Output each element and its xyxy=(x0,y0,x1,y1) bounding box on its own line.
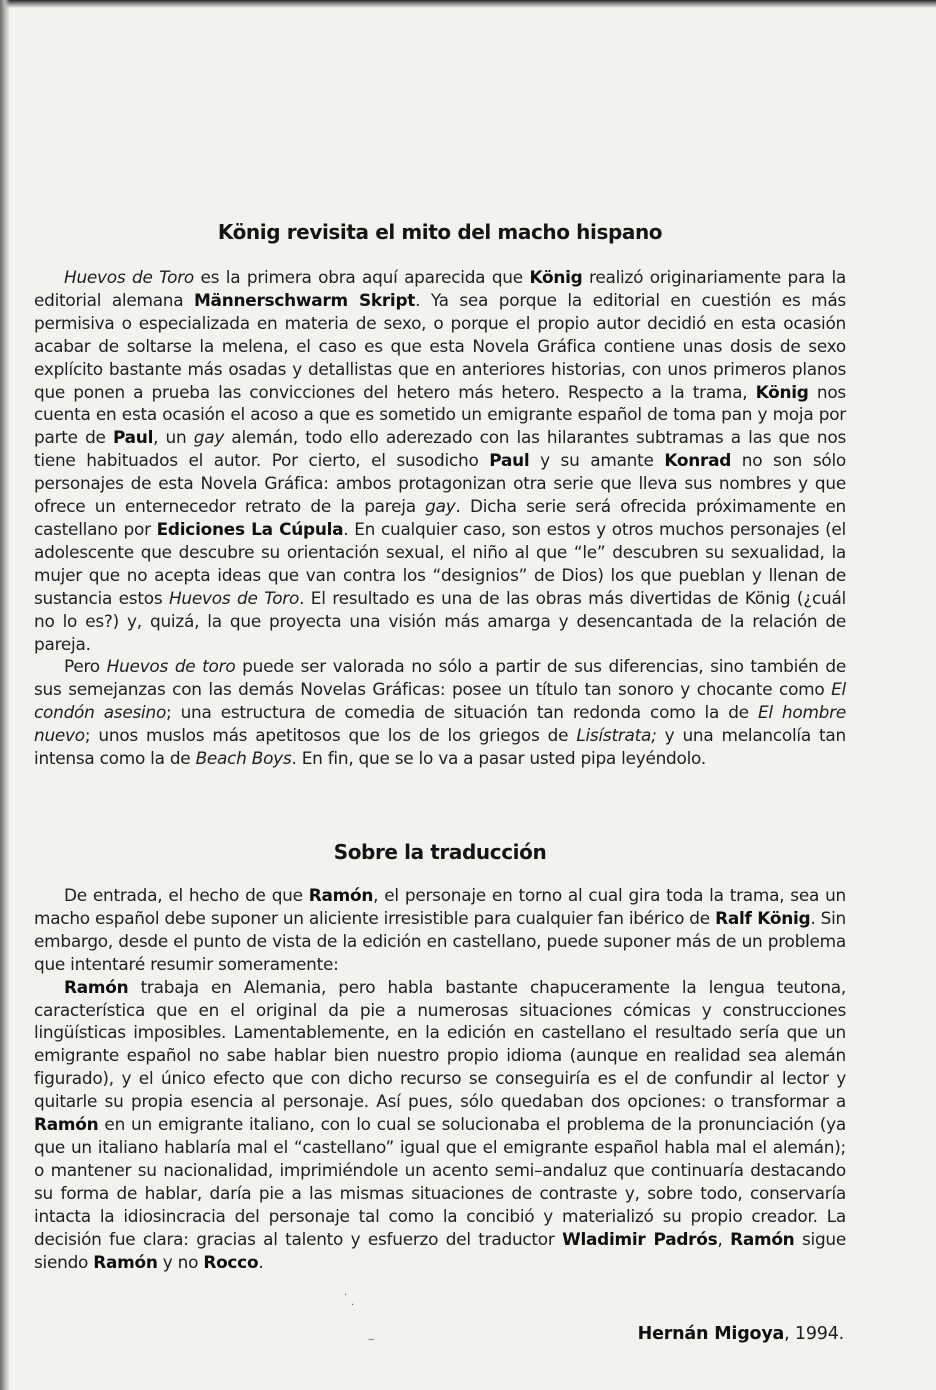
text-run: Pero xyxy=(64,656,107,677)
section-heading-traduccion: Sobre la traducción xyxy=(333,840,547,864)
text-run: , xyxy=(717,1228,731,1249)
print-speck: · xyxy=(344,1290,348,1301)
text-run: . Sin embargo, desde el punto de vista de la edición en castellano, puede suponer más de un problema que intentaré resumir someramente: xyxy=(34,907,847,974)
italic-title: gay xyxy=(425,496,456,517)
text-run: realizó originariamente para la editorial alemana xyxy=(34,267,846,310)
text-run: , un xyxy=(153,427,194,448)
bold-name: Wladimir Padrós xyxy=(562,1228,718,1249)
italic-title: Huevos de Toro xyxy=(64,267,194,287)
text-run: . Ya sea porque la editorial en cuestión es más permisiva o especializada en materia de sexo, o porque el propio autor decidió en esta ocasión acabar de soltarse la melena, el caso es que esta Novela Gráfica contiene unas dosis de sexo explícito bastante más osadas y detallistas que en anteriores historias, con unos primeros planos que ponen a prueba las convicciones del hetero más hetero. Respecto a la trama, xyxy=(34,289,846,402)
text-run: . Dicha serie será ofrecida próximamente en castellano por xyxy=(34,496,846,539)
bold-name: Paul xyxy=(489,450,530,471)
paragraph xyxy=(34,976,846,1274)
italic-title: Huevos de toro xyxy=(106,656,236,677)
text-run: sigue siendo xyxy=(34,1228,847,1272)
signature xyxy=(638,1324,844,1344)
text-run: y su amante xyxy=(529,450,665,471)
bold-name: Ramón xyxy=(308,885,374,905)
italic-title: Huevos de Toro xyxy=(168,587,300,608)
bold-name: Ramón xyxy=(93,1251,158,1272)
text-run: y no xyxy=(157,1251,204,1272)
italic-title: Lisístrata; xyxy=(576,725,657,746)
section-heading-konig: König revisita el mito del macho hispano xyxy=(217,220,663,244)
text-run: . El resultado es una de las obras más divertidas de König (¿cuál no lo es?) y, quizá, la que proyecta una visión más amarga y desencantada de la relación de pareja. xyxy=(34,587,847,654)
text-run: trabaja en Alemania, pero habla bastante chapuceramente la lengua teutona, característica que en el original da pie a numerosas situaciones cómicas y construcciones lingüísticas imposibles. Lamentablemente, en la edición en castellano el resultado sería que un emigrante español no sabe hablar bien nuestro propio idioma (aunque en realidad sea alemán figurado), y el único efecto que con dicho recurso se conseguiría es el de confundir al lector y quitarle su propia esencia al personaje. Así pues, sólo quedaban dos opciones: o transformar a xyxy=(34,976,846,1112)
italic-title: Beach Boys xyxy=(195,748,292,769)
text-run: ; unos muslos más apetitosos que los de los griegos de xyxy=(84,725,577,746)
text-run: . En cualquier caso, son estos y otros muchos personajes (el adolescente que descubre su orientación sexual, el niño al que “le” descubren su sexualidad, la mujer que no acepta ideas que van contra los “designios” de Dios) los que pueblan y llenan de sustancia estos xyxy=(34,518,846,608)
text-run: , el personaje en torno al cual gira toda la trama, sea un macho español debe suponer un aliciente irresistible para cualquier fan ibérico de xyxy=(34,885,847,928)
paragraph xyxy=(34,884,846,976)
bold-name: Konrad xyxy=(664,450,732,471)
signature-date: , 1994. xyxy=(784,1324,844,1344)
bold-name: Ralf König xyxy=(715,907,811,928)
text-run: . En fin, que se lo va a pasar usted pipa leyéndolo. xyxy=(291,748,706,769)
section-body-traduccion xyxy=(34,884,846,1273)
text-run: . xyxy=(258,1251,264,1272)
page-top-edge xyxy=(0,0,936,8)
paragraph xyxy=(34,655,846,770)
bold-name: Ramón xyxy=(730,1228,795,1249)
bold-name: Männerschwarm Skript xyxy=(194,289,416,310)
page-binding-shadow xyxy=(0,0,10,1390)
print-speck: · xyxy=(351,1300,355,1311)
section-body-konig xyxy=(34,266,846,770)
italic-title: gay xyxy=(193,427,225,448)
bold-name: Ediciones La Cúpula xyxy=(156,518,344,539)
text-run: en un emigrante italiano, con lo cual se solucionaba el problema de la pronunciación (ya que un italiano hablaría mal el “castellano” igual que el emigrante español habla mal el alemán); o mantener su nacionalidad, imprimiéndole un acento semi–andaluz que continuaría destacando su forma de hablar, daría pie a las mismas situaciones de contraste y, sobre todo, conservaría intacta la idiosincracia del personaje tal como la concibió y materializó su propio creador. La decisión fue clara: gracias al talento y esfuerzo del traductor xyxy=(34,1114,846,1249)
text-run: puede ser valorada no sólo a partir de sus diferencias, sino también de sus semejanzas con las demás Novelas Gráficas: posee un título tan sonoro y chocante como xyxy=(34,656,846,700)
text-run: alemán, todo ello aderezado con las hilarantes subtramas a las que nos tiene habituados el autor. Por cierto, el susodicho xyxy=(34,427,846,471)
text-run: y una melancolía tan intensa como la de xyxy=(34,725,846,769)
italic-title: El condón asesino xyxy=(34,679,846,723)
text-run: es la primera obra aquí aparecida que xyxy=(193,267,530,287)
bold-name: Paul xyxy=(112,427,154,448)
print-speck: ‒ xyxy=(368,1334,375,1345)
author-name: Hernán Migoya xyxy=(637,1324,785,1344)
text-run: ; una estructura de comedia de situación tan redonda como la de xyxy=(166,702,758,723)
text-run: De entrada, el hecho de que xyxy=(64,885,309,905)
bold-name: Ramón xyxy=(64,976,129,997)
bold-name: Rocco xyxy=(203,1251,259,1272)
bold-name: König xyxy=(529,267,583,287)
italic-title: El hombre nuevo xyxy=(34,702,846,746)
paragraph xyxy=(34,266,846,655)
bold-name: Ramón xyxy=(34,1114,99,1135)
text-run: no son sólo personajes de esta Novela Gráfica: ambos protagonizan otra serie que lleva sus nombres y que ofrece un enternecedor retrato de la pareja xyxy=(34,450,846,517)
text-run: nos cuenta en esta ocasión el acoso a que es sometido un emigrante español de toma pan y moja por parte de xyxy=(34,381,846,448)
bold-name: König xyxy=(755,381,809,402)
